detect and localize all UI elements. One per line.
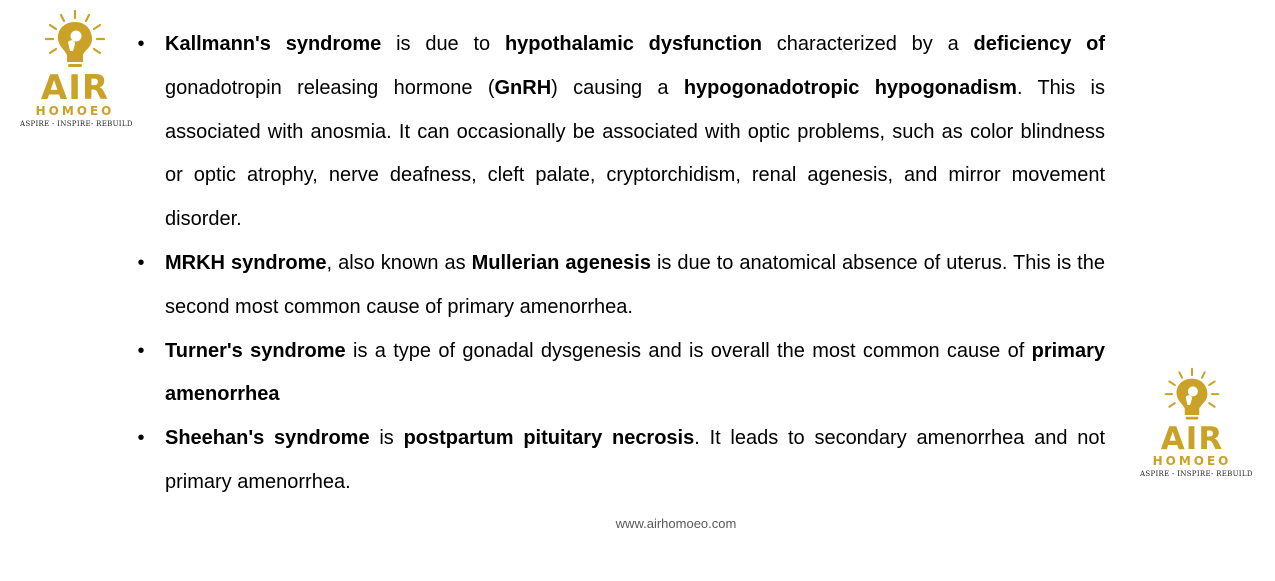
bold-text: postpartum pituitary necrosis (403, 427, 695, 450)
logo-tagline: ASPIRE - INSPIRE- REBUILD (20, 120, 133, 128)
body-text: , also known as (326, 251, 472, 274)
list-item (130, 330, 1105, 418)
body-text: is (369, 427, 404, 450)
lightbulb-head-icon (40, 8, 110, 72)
lightbulb-head-icon (1160, 366, 1224, 424)
list-item (130, 242, 1105, 330)
body-text: . It leads to secondary amenorrhea and not primary amenorrhea. (165, 427, 1106, 493)
body-text: . This is associated with anosmia. It can occasionally be associated with optic problems, such as color blindness or optic atrophy, nerve deafness, cleft palate, cryptorchidism, renal agenesis, and mirror movement disorder. (165, 76, 1105, 231)
logo-top-left (20, 8, 133, 130)
bold-text: hypogonadotropic hypogonadism (683, 76, 1017, 99)
body-text: is due to (381, 33, 505, 55)
logo-brand: AIR (1160, 421, 1224, 457)
bold-text: hypothalamic dysfunction (504, 33, 763, 55)
body-text: is a type of gonadal dysgenesis and is overall the most common cause of (345, 339, 1032, 362)
body-text: ) causing a (551, 76, 684, 99)
bullet-icon: • (137, 427, 145, 450)
footer-website: www.airhomoeo.com (615, 516, 737, 531)
bold-text: Mullerian agenesis (471, 251, 651, 274)
bold-text: Turner's syndrome (165, 339, 346, 362)
bold-text: Kallmann's syndrome (165, 33, 382, 55)
logo-bottom-right (1140, 366, 1253, 480)
logo-tagline: ASPIRE - INSPIRE- REBUILD (1140, 470, 1253, 478)
bold-text: primary amenorrhea (165, 339, 1105, 406)
list-item (130, 417, 1105, 505)
bold-text: Sheehan's syndrome (165, 427, 370, 450)
body-text: characterized by a (762, 33, 974, 55)
bullet-list (130, 23, 1105, 505)
bullet-icon: • (137, 33, 145, 55)
bold-text: MRKH syndrome (165, 251, 327, 274)
bold-text: GnRH (494, 76, 552, 99)
bold-text: deficiency of (973, 33, 1106, 55)
bullet-icon: • (137, 339, 145, 362)
body-text: gonadotropin releasing hormone ( (165, 76, 495, 99)
body-text: is due to anatomical absence of uterus. This is the second most common cause of primary amenorrhea. (165, 251, 1105, 318)
list-item (130, 23, 1105, 242)
logo-brand: AIR (40, 68, 110, 108)
logo-brand-sub: HOMOEO (1152, 454, 1232, 468)
bullet-icon: • (137, 251, 145, 274)
logo-brand-sub: HOMOEO (35, 104, 115, 118)
